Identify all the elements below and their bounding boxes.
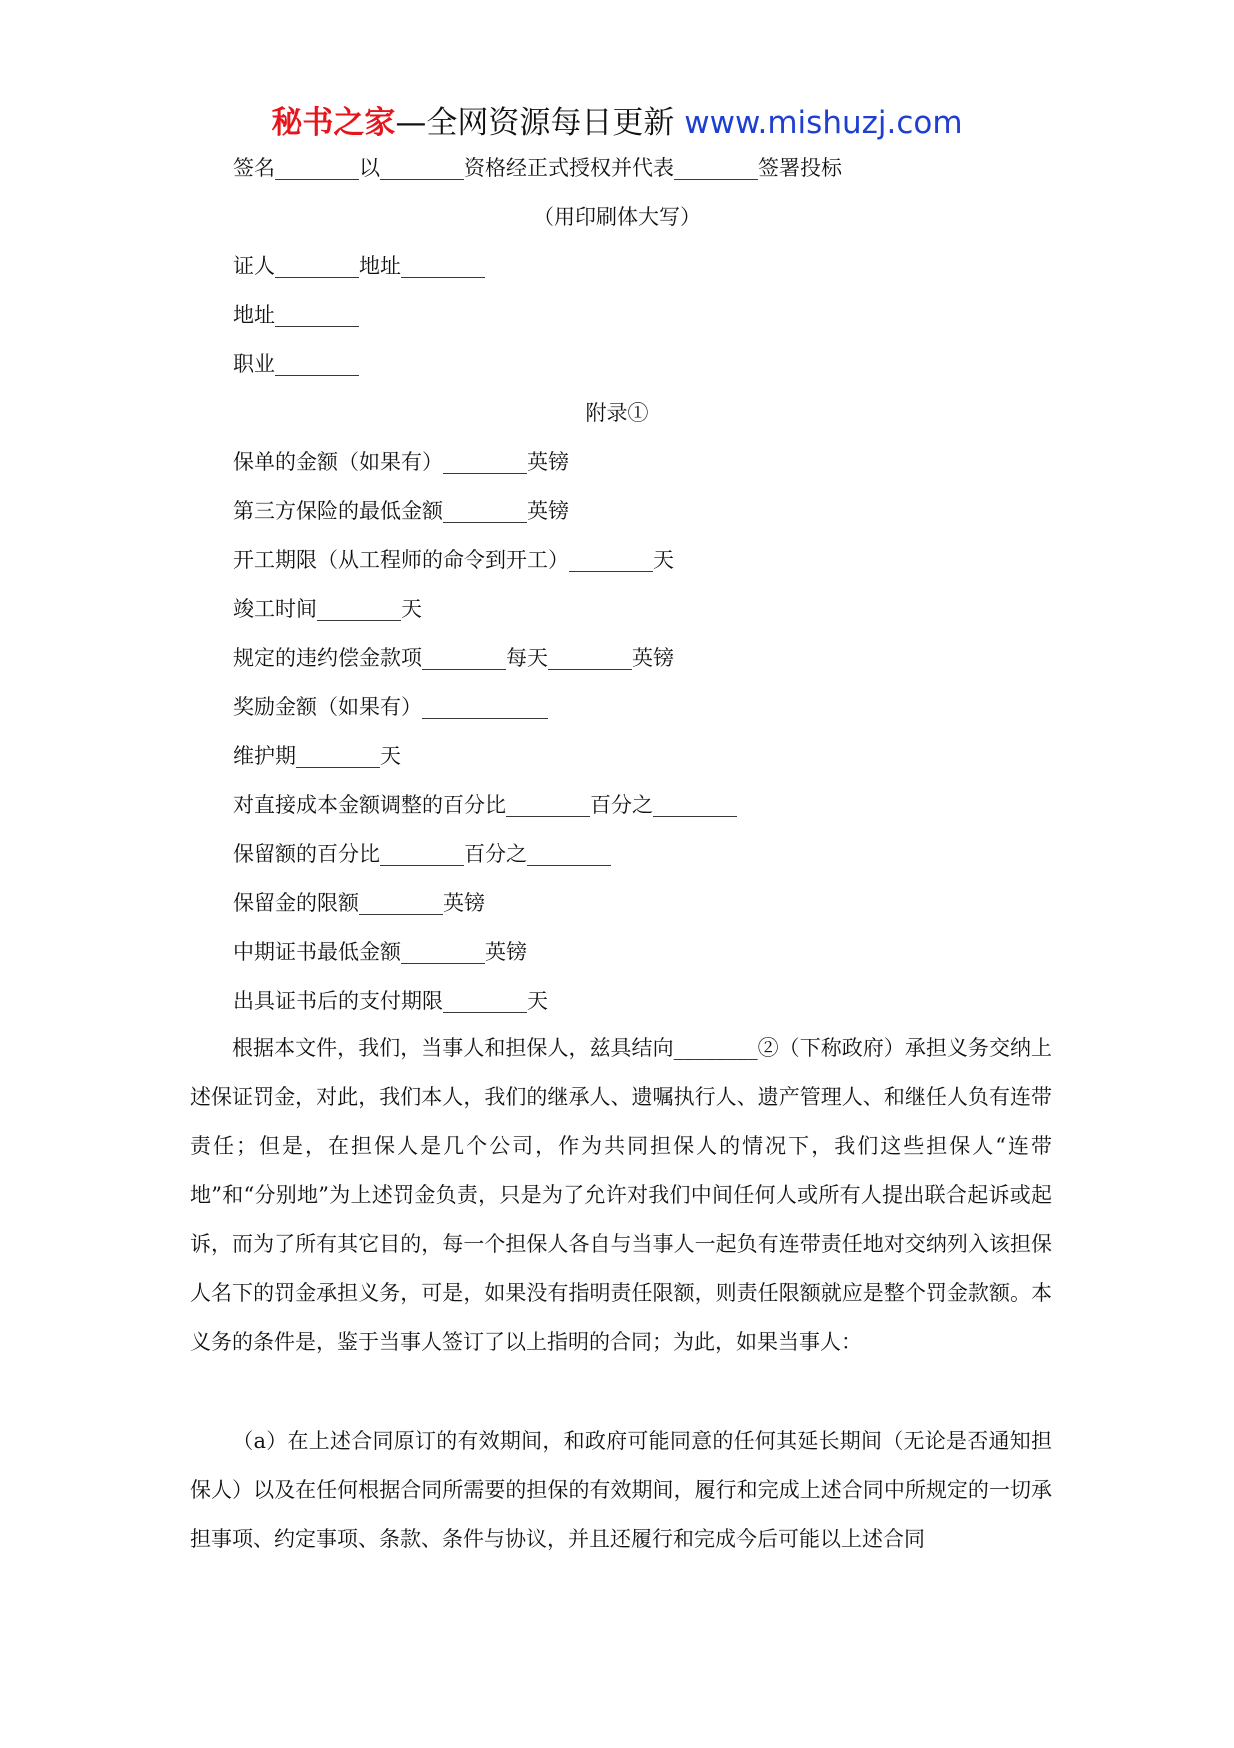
banner-tagline: 全网资源每日更新 — [426, 105, 685, 141]
bond-paragraph-text: 根据本文件，我们，当事人和担保人，兹具结向________②（下称政府）承担义务交纳上述保证罚金，对此，我们本人，我们的继承人、遗嘱执行人、遗产管理人、和继任人负有连带责任；但是，在担保人是几个公司，作为共同担保人的情况下，我们这些担保人“连带地”和“分别地”为上述罚金负责，只是为了允许对我们中间任何人或所有人提出联合起诉或起诉，而为了所有其它目的，每一个担保人各自与当事人一起负有连带责任地对交纳列入该担保人名下的罚金承担义务，可是，如果没有指明责任限额，则责任限额就应是整个罚金款额。本义务的条件是，鉴于当事人签订了以上指明的合同；为此，如果当事人： — [190, 1036, 1052, 1354]
site-url-link[interactable]: www.mishuzj.com — [684, 105, 963, 141]
condition-paragraph-text: （a）在上述合同原订的有效期间，和政府可能同意的任何其延长期间（无论是否通知担保人）以及在任何根据合同所需要的担保的有效期间，履行和完成上述合同中所规定的一切承担事项、约定事项、条款、条件与协议，并且还履行和完成今后可能以上述合同 — [190, 1429, 1052, 1551]
address-line: 地址________ — [233, 303, 359, 327]
print-note: （用印刷体大写） — [533, 205, 701, 229]
appendix-item: 对直接成本金额调整的百分比________百分之________ — [233, 793, 737, 817]
appendix-item: 奖励金额（如果有）____________ — [233, 695, 548, 719]
appendix-item: 出具证书后的支付期限________天 — [233, 989, 548, 1013]
appendix-item: 保单的金额（如果有）________英镑 — [233, 450, 569, 474]
appendix-item: 维护期________天 — [233, 744, 401, 768]
appendix-title: 附录① — [585, 401, 649, 425]
banner-dash: — — [395, 105, 427, 141]
appendix-item: 开工期限（从工程师的命令到开工）________天 — [233, 548, 674, 572]
signature-line: 签名________以________资格经正式授权并代表________签署投标 — [233, 156, 842, 180]
appendix-item: 规定的违约偿金款项________每天________英镑 — [233, 646, 674, 670]
site-banner — [0, 103, 1234, 143]
brand-name: 秘书之家 — [271, 105, 396, 141]
occupation-line: 职业________ — [233, 352, 359, 376]
appendix-item: 竣工时间________天 — [233, 597, 422, 621]
witness-line: 证人________地址________ — [233, 254, 485, 278]
bond-paragraph — [190, 1024, 1052, 1367]
appendix-item: 保留额的百分比________百分之________ — [233, 842, 611, 866]
condition-paragraph — [190, 1417, 1052, 1564]
appendix-item: 第三方保险的最低金额________英镑 — [233, 499, 569, 523]
appendix-item: 保留金的限额________英镑 — [233, 891, 485, 915]
appendix-item: 中期证书最低金额________英镑 — [233, 940, 527, 964]
